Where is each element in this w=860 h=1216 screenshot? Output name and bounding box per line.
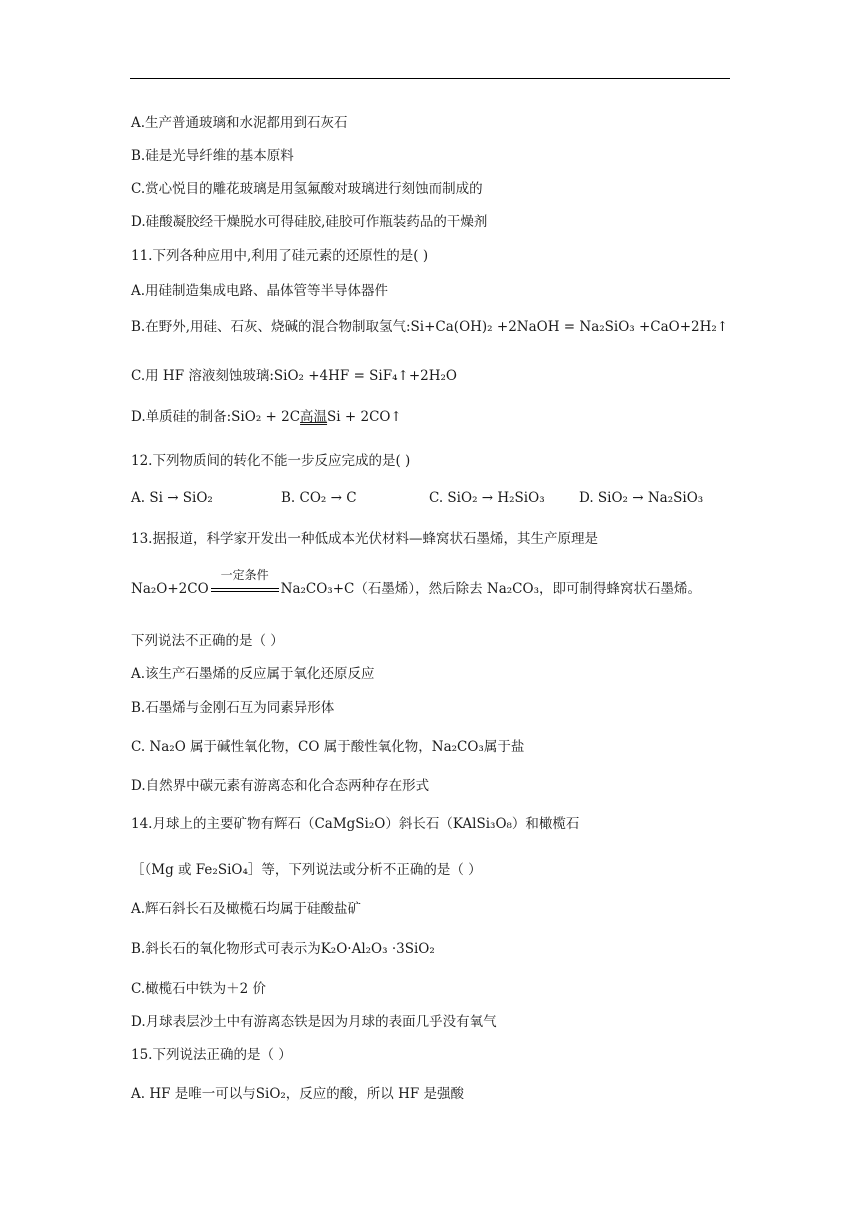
q13-eq-arrow (209, 568, 281, 598)
q14-option-a: A.辉石斜长石及橄榄石均属于硅酸盐矿 (131, 901, 362, 917)
q14-stem-cont: ［（Mg 或 Fe₂SiO₄］等，下列说法或分析不正确的是（ ） (131, 862, 482, 878)
header-rule (130, 78, 730, 79)
q11d-condition-arrow (300, 408, 327, 426)
q12-option-d: D. SiO₂ → Na₂SiO₃ (579, 490, 704, 506)
q11d-reactants: D.单质硅的制备:SiO₂ + 2C (131, 409, 301, 425)
q10-option-a: A.生产普通玻璃和水泥都用到石灰石 (131, 115, 348, 131)
q11-option-b: B.在野外,用硅、石灰、烧碱的混合物制取氢气:Si+Ca(OH)₂ +2NaOH = Na₂SiO₃ +CaO+2H₂↑ (131, 319, 729, 335)
q14-option-c: C.橄榄石中铁为＋2 价 (131, 981, 267, 997)
q13-eq-products: Na₂CO₃+C（石墨烯），然后除去 Na₂CO₃，即可制得蜂窝状石墨烯。 (280, 581, 701, 597)
q10-option-b: B.硅是光导纤维的基本原料 (131, 148, 294, 164)
q13-ask: 下列说法不正确的是（ ） (131, 633, 284, 649)
q12-options (131, 490, 731, 508)
q15-stem: 15.下列说法正确的是（ ） (131, 1047, 292, 1063)
q11-stem: 11.下列各种应用中,利用了硅元素的还原性的是( ) (131, 248, 429, 264)
q12-option-a: A. Si → SiO₂ (131, 490, 213, 506)
q11-option-a: A.用硅制造集成电路、晶体管等半导体器件 (131, 283, 389, 299)
q14-option-b: B.斜长石的氧化物形式可表示为K₂O·Al₂O₃ ·3SiO₂ (131, 941, 435, 957)
q15-option-a: A. HF 是唯一可以与SiO₂，反应的酸，所以 HF 是强酸 (131, 1086, 465, 1102)
q13-equation (131, 568, 701, 598)
q10-option-c: C.赏心悦目的雕花玻璃是用氢氟酸对玻璃进行刻蚀而制成的 (131, 181, 483, 197)
q11-option-d (131, 408, 402, 426)
q12-option-b: B. CO₂ → C (281, 490, 357, 506)
q13-option-b: B.石墨烯与金刚石互为同素异形体 (131, 700, 335, 716)
q13-option-c: C. Na₂O 属于碱性氧化物，CO 属于酸性氧化物，Na₂CO₃属于盐 (131, 739, 525, 755)
q13-eq-condition: 一定条件 (220, 568, 269, 582)
q13-option-d: D.自然界中碳元素有游离态和化合态两种存在形式 (131, 778, 430, 794)
q13-eq-reactants: Na₂O+2CO (131, 581, 209, 597)
q13-stem: 13.据报道，科学家开发出一种低成本光伏材料—蜂窝状石墨烯，其生产原理是 (131, 531, 598, 547)
q14-option-d: D.月球表层沙土中有游离态铁是因为月球的表面几乎没有氧气 (131, 1014, 497, 1030)
q11d-condition: 高温 (300, 409, 328, 425)
q11-option-c: C.用 HF 溶液刻蚀玻璃:SiO₂ +4HF = SiF₄↑+2H₂O (131, 368, 457, 384)
q10-option-d: D.硅酸凝胶经干燥脱水可得硅胶,硅胶可作瓶装药品的干燥剂 (131, 214, 488, 230)
q13-option-a: A.该生产石墨烯的反应属于氧化还原反应 (131, 666, 375, 682)
q12-stem: 12.下列物质间的转化不能一步反应完成的是( ) (131, 453, 411, 469)
q12-option-c: C. SiO₂ → H₂SiO₃ (429, 490, 545, 506)
q14-stem: 14.月球上的主要矿物有辉石（CaMgSi₂O）斜长石（KAlSi₃O₈）和橄榄石 (131, 816, 580, 832)
q11d-products: Si + 2CO↑ (327, 409, 402, 425)
